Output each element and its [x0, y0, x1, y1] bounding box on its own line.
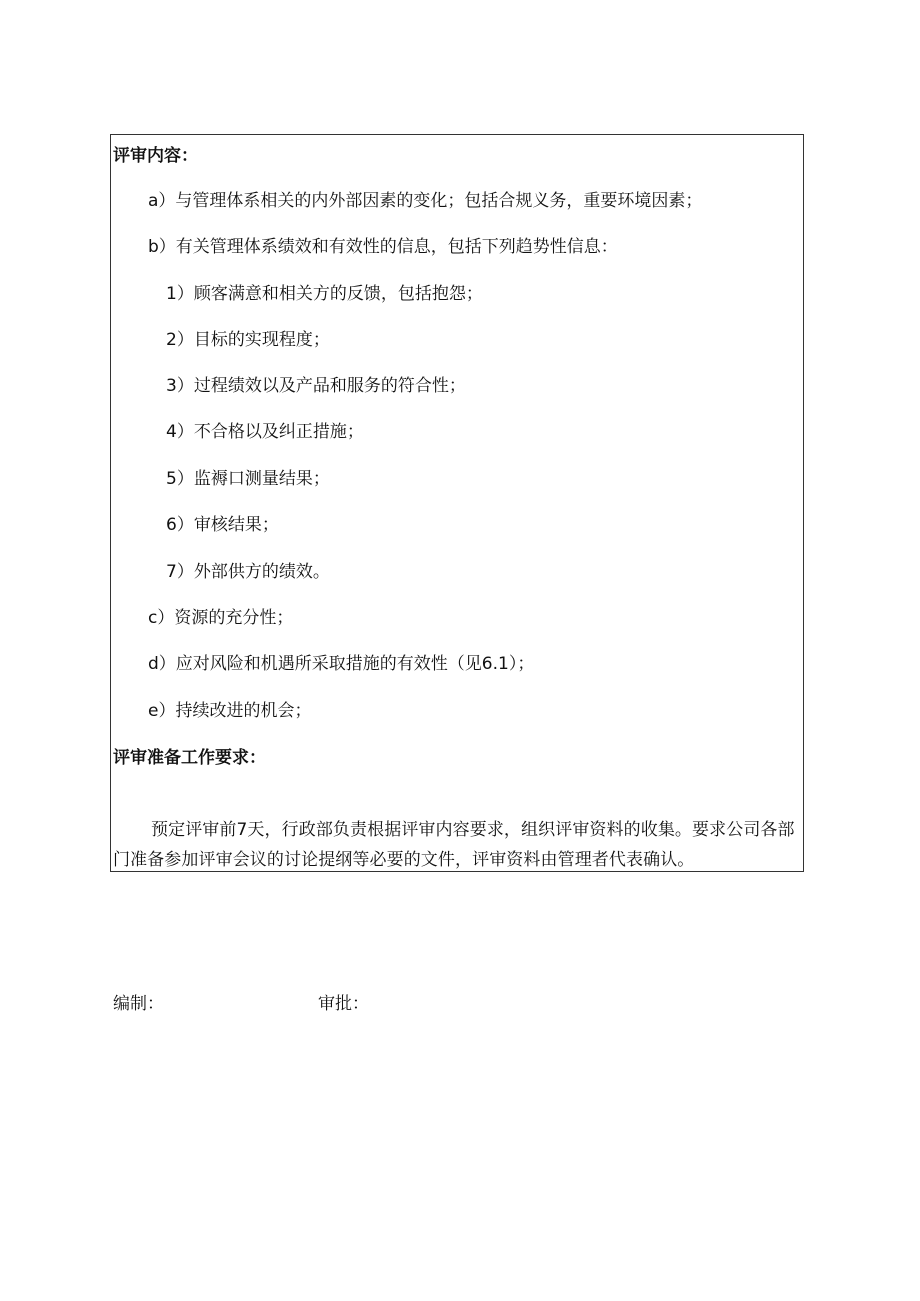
list-item-b6: 6）审核结果； — [166, 515, 279, 535]
content-heading: 评审内容： — [113, 146, 198, 166]
prepared-by-label: 编制： — [113, 994, 164, 1014]
approved-by-label: 审批： — [318, 994, 369, 1014]
list-item-c: c）资源的充分性； — [148, 608, 294, 628]
list-item-b2: 2）目标的实现程度； — [166, 330, 330, 350]
list-item-b5: 5）监褥口测量结果； — [166, 469, 330, 489]
prep-heading: 评审准备工作要求： — [113, 748, 266, 768]
prep-paragraph: 预定评审前7天，行政部负责根据评审内容要求，组织评审资料的收集。要求公司各部门准备参加评审会议的讨论提纲等必要的文件，评审资料由管理者代表确认。 — [113, 820, 795, 870]
list-item-b7: 7）外部供方的绩效。 — [166, 562, 330, 582]
list-item-b3: 3）过程绩效以及产品和服务的符合性； — [166, 376, 466, 396]
list-item-b: b）有关管理体系绩效和有效性的信息，包括下列趋势性信息： — [148, 237, 618, 257]
list-item-a: a）与管理体系相关的内外部因素的变化；包括合规义务，重要环境因素； — [148, 191, 703, 211]
list-item-b4: 4）不合格以及纠正措施； — [166, 422, 364, 442]
list-item-d: d）应对风险和机遇所采取措施的有效性（见6.1）； — [148, 654, 535, 674]
list-item-e: e）持续改进的机会； — [148, 701, 312, 721]
list-item-b1: 1）顾客满意和相关方的反馈，包括抱怨； — [166, 284, 483, 304]
